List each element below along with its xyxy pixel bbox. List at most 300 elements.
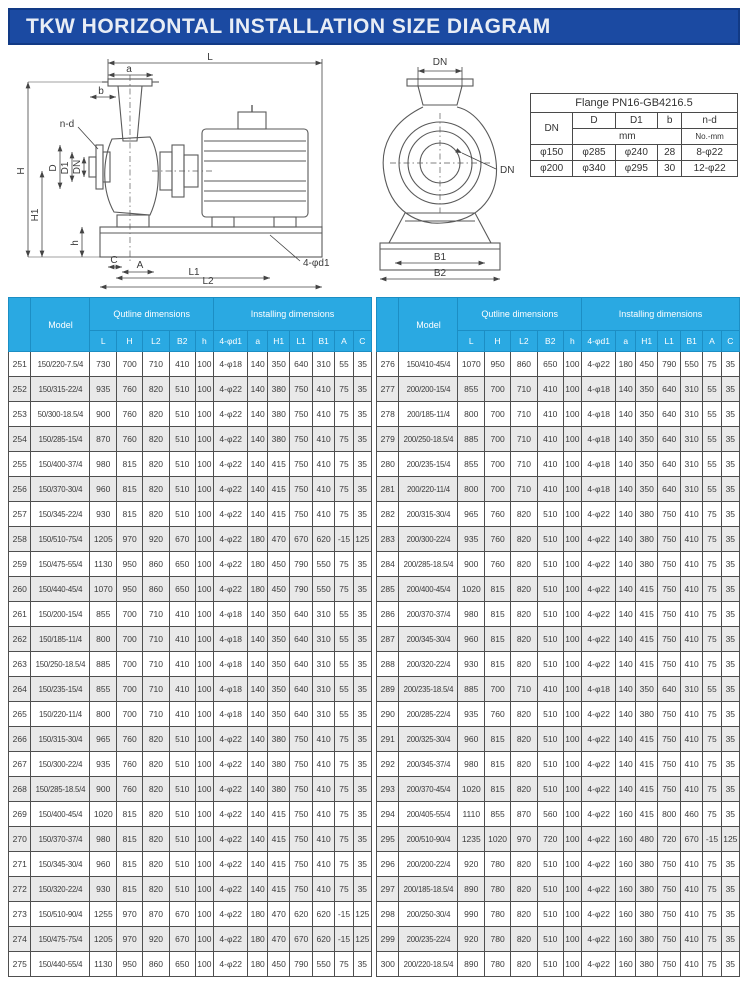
model-cell: 200/235-15/4 <box>399 452 458 477</box>
b1-cell: 410 <box>680 902 702 927</box>
row-no-cell: 268 <box>9 777 31 802</box>
l-cell: 980 <box>90 827 117 852</box>
col-header-A: A <box>703 331 721 352</box>
l2-cell: 820 <box>143 777 170 802</box>
model-cell: 200/370-37/4 <box>399 602 458 627</box>
d1-cell: 4-φ18 <box>581 427 615 452</box>
b2-cell: 670 <box>169 927 195 952</box>
table-row <box>377 727 740 752</box>
h1-cell: 415 <box>636 727 658 752</box>
d1-cell: 4-φ22 <box>581 552 615 577</box>
diagram-area <box>8 49 740 293</box>
b2-cell: 510 <box>169 752 195 777</box>
d1-cell: 4-φ22 <box>581 752 615 777</box>
a-cell: 140 <box>248 627 268 652</box>
a-cell: 140 <box>248 652 268 677</box>
c-cell: 125 <box>721 827 739 852</box>
flange-unit-mm: mm <box>573 129 682 145</box>
d1-cell: 4-φ22 <box>213 827 247 852</box>
l1-cell: 750 <box>290 727 312 752</box>
c-cell: 35 <box>721 527 739 552</box>
h1-cell: 350 <box>636 477 658 502</box>
h-cell: 970 <box>117 927 143 952</box>
l2-cell: 710 <box>143 677 170 702</box>
d1-cell: 4-φ18 <box>581 452 615 477</box>
h1-cell: 415 <box>636 777 658 802</box>
model-cell: 200/315-30/4 <box>399 502 458 527</box>
a-dim-cell: 75 <box>335 502 353 527</box>
h-cell: 815 <box>117 477 143 502</box>
table-row <box>377 602 740 627</box>
l-cell: 935 <box>90 752 117 777</box>
h-cell: 760 <box>117 752 143 777</box>
a-dim-cell: 75 <box>703 702 721 727</box>
d1-cell: 4-φ22 <box>213 852 247 877</box>
a-cell: 180 <box>616 352 636 377</box>
model-header: Model <box>399 298 458 352</box>
l1-cell: 720 <box>658 827 680 852</box>
h-small-cell: 100 <box>195 427 213 452</box>
b1-cell: 410 <box>312 852 334 877</box>
d1-cell: 4-φ22 <box>581 927 615 952</box>
c-cell: 35 <box>721 927 739 952</box>
row-no-cell: 274 <box>9 927 31 952</box>
b2-cell: 510 <box>169 477 195 502</box>
h-small-cell: 100 <box>195 827 213 852</box>
l1-cell: 640 <box>658 477 680 502</box>
h-small-cell: 100 <box>563 427 581 452</box>
a-cell: 140 <box>248 602 268 627</box>
row-no-cell: 288 <box>377 652 399 677</box>
dim-label-H: H <box>16 167 27 175</box>
a-cell: 160 <box>616 802 636 827</box>
c-cell: 35 <box>721 902 739 927</box>
model-cell: 150/370-30/4 <box>31 477 90 502</box>
h-cell: 700 <box>117 602 143 627</box>
h-small-cell: 100 <box>563 927 581 952</box>
h1-cell: 380 <box>636 927 658 952</box>
b1-cell: 410 <box>312 502 334 527</box>
b1-cell: 410 <box>680 877 702 902</box>
c-cell: 35 <box>353 577 371 602</box>
c-cell: 35 <box>353 802 371 827</box>
l-cell: 920 <box>458 927 485 952</box>
col-header-4-phi-d1: 4-φd1 <box>213 331 247 352</box>
col-header-C: C <box>353 331 371 352</box>
d1-cell: 4-φ22 <box>213 927 247 952</box>
b2-cell: 510 <box>537 527 563 552</box>
h-cell: 815 <box>485 727 511 752</box>
l1-cell: 790 <box>290 552 312 577</box>
h-small-cell: 100 <box>563 677 581 702</box>
d1-cell: 4-φ18 <box>581 402 615 427</box>
c-cell: 35 <box>353 427 371 452</box>
model-cell: 200/250-30/4 <box>399 902 458 927</box>
l-cell: 1110 <box>458 802 485 827</box>
b2-cell: 510 <box>537 502 563 527</box>
page-title: TKW HORIZONTAL INSTALLATION SIZE DIAGRAM <box>26 14 551 38</box>
h1-cell: 415 <box>636 752 658 777</box>
l1-cell: 750 <box>658 627 680 652</box>
h1-cell: 350 <box>268 702 290 727</box>
table-row <box>9 927 372 952</box>
model-cell: 150/410-45/4 <box>399 352 458 377</box>
h1-cell: 415 <box>636 652 658 677</box>
b1-cell: 550 <box>312 952 334 977</box>
a-dim-cell: 75 <box>335 427 353 452</box>
l2-cell: 820 <box>143 727 170 752</box>
row-no-cell: 266 <box>9 727 31 752</box>
h-cell: 970 <box>117 527 143 552</box>
h1-cell: 350 <box>636 377 658 402</box>
col-header-a: a <box>248 331 268 352</box>
row-no-header <box>9 298 31 352</box>
a-cell: 140 <box>616 752 636 777</box>
row-no-cell: 273 <box>9 902 31 927</box>
a-cell: 140 <box>616 527 636 552</box>
l-cell: 960 <box>458 627 485 652</box>
row-no-cell: 257 <box>9 502 31 527</box>
h-small-cell: 100 <box>195 602 213 627</box>
row-no-cell: 278 <box>377 402 399 427</box>
model-cell: 200/405-55/4 <box>399 802 458 827</box>
l2-cell: 710 <box>511 402 538 427</box>
a-cell: 140 <box>616 602 636 627</box>
l1-cell: 750 <box>290 777 312 802</box>
c-cell: 35 <box>721 502 739 527</box>
model-cell: 150/220-11/4 <box>31 702 90 727</box>
row-no-cell: 279 <box>377 427 399 452</box>
h-cell: 855 <box>485 802 511 827</box>
h1-cell: 380 <box>268 752 290 777</box>
a-dim-cell: 75 <box>335 952 353 977</box>
model-cell: 150/510-75/4 <box>31 527 90 552</box>
a-cell: 140 <box>616 702 636 727</box>
a-dim-cell: 75 <box>703 527 721 552</box>
c-cell: 35 <box>721 402 739 427</box>
flange-cell: φ340 <box>573 161 615 177</box>
a-dim-cell: 75 <box>703 752 721 777</box>
a-dim-cell: 75 <box>335 377 353 402</box>
l2-cell: 820 <box>511 577 538 602</box>
l-cell: 965 <box>90 727 117 752</box>
dim-label-DN: DN <box>72 159 83 175</box>
h-small-cell: 100 <box>195 377 213 402</box>
l1-cell: 640 <box>290 652 312 677</box>
h-small-cell: 100 <box>563 827 581 852</box>
a-dim-cell: 75 <box>335 852 353 877</box>
c-cell: 35 <box>721 452 739 477</box>
l2-cell: 820 <box>143 402 170 427</box>
table-row <box>377 627 740 652</box>
l-cell: 855 <box>458 377 485 402</box>
col-header-L2: L2 <box>143 331 170 352</box>
model-cell: 150/440-45/4 <box>31 577 90 602</box>
h1-cell: 450 <box>268 577 290 602</box>
h1-cell: 480 <box>636 827 658 852</box>
row-no-cell: 297 <box>377 877 399 902</box>
table-row <box>9 952 372 977</box>
d1-cell: 4-φ18 <box>213 602 247 627</box>
l1-cell: 790 <box>290 952 312 977</box>
a-cell: 180 <box>248 927 268 952</box>
flange-row <box>531 161 738 177</box>
l1-cell: 750 <box>658 502 680 527</box>
row-no-cell: 261 <box>9 602 31 627</box>
l-cell: 885 <box>458 677 485 702</box>
table-row <box>377 477 740 502</box>
table-row <box>9 452 372 477</box>
row-no-cell: 296 <box>377 852 399 877</box>
a-cell: 140 <box>616 377 636 402</box>
a-cell: 140 <box>248 877 268 902</box>
col-header-h: h <box>563 331 581 352</box>
h-small-cell: 100 <box>563 377 581 402</box>
a-cell: 140 <box>248 802 268 827</box>
a-cell: 160 <box>616 902 636 927</box>
l1-cell: 640 <box>658 377 680 402</box>
h-cell: 760 <box>117 727 143 752</box>
b1-cell: 410 <box>680 927 702 952</box>
l1-cell: 750 <box>290 827 312 852</box>
c-cell: 35 <box>721 802 739 827</box>
a-cell: 160 <box>616 827 636 852</box>
row-no-cell: 256 <box>9 477 31 502</box>
l2-cell: 820 <box>143 827 170 852</box>
a-cell: 140 <box>248 777 268 802</box>
dim-label-B2: B2 <box>433 268 447 279</box>
row-no-cell: 277 <box>377 377 399 402</box>
table-row <box>9 652 372 677</box>
h-small-cell: 100 <box>563 577 581 602</box>
a-dim-cell: 75 <box>703 902 721 927</box>
row-no-cell: 281 <box>377 477 399 502</box>
row-no-cell: 269 <box>9 802 31 827</box>
h-small-cell: 100 <box>563 802 581 827</box>
model-cell: 200/220-18.5/4 <box>399 952 458 977</box>
c-cell: 35 <box>721 777 739 802</box>
l1-cell: 640 <box>658 452 680 477</box>
b2-cell: 650 <box>169 952 195 977</box>
a-cell: 140 <box>248 727 268 752</box>
h-small-cell: 100 <box>563 852 581 877</box>
h-small-cell: 100 <box>195 727 213 752</box>
c-cell: 35 <box>353 377 371 402</box>
h1-cell: 415 <box>268 802 290 827</box>
a-dim-cell: -15 <box>335 902 353 927</box>
d1-cell: 4-φ22 <box>213 952 247 977</box>
pump-side-view-diagram <box>12 49 348 293</box>
table-row <box>377 352 740 377</box>
model-cell: 200/185-18.5/4 <box>399 877 458 902</box>
a-cell: 140 <box>248 502 268 527</box>
a-dim-cell: 75 <box>703 927 721 952</box>
l1-cell: 790 <box>290 577 312 602</box>
a-dim-cell: 75 <box>703 652 721 677</box>
a-dim-cell: 55 <box>703 402 721 427</box>
l1-cell: 640 <box>658 427 680 452</box>
model-cell: 200/510-90/4 <box>399 827 458 852</box>
a-cell: 140 <box>248 427 268 452</box>
b2-cell: 510 <box>169 727 195 752</box>
c-cell: 35 <box>353 477 371 502</box>
l1-cell: 750 <box>658 777 680 802</box>
row-no-cell: 259 <box>9 552 31 577</box>
l2-cell: 820 <box>511 702 538 727</box>
l2-cell: 710 <box>511 427 538 452</box>
h-cell: 700 <box>117 652 143 677</box>
h1-cell: 415 <box>636 602 658 627</box>
h1-cell: 380 <box>636 852 658 877</box>
d1-cell: 4-φ22 <box>581 952 615 977</box>
a-cell: 140 <box>616 577 636 602</box>
c-cell: 35 <box>721 477 739 502</box>
b2-cell: 410 <box>169 627 195 652</box>
h-cell: 780 <box>485 877 511 902</box>
flange-col-b: b <box>658 113 682 129</box>
h-small-cell: 100 <box>563 752 581 777</box>
a-dim-cell: 75 <box>335 552 353 577</box>
l2-cell: 820 <box>143 877 170 902</box>
h1-cell: 470 <box>268 527 290 552</box>
a-dim-cell: 75 <box>703 777 721 802</box>
h-cell: 815 <box>485 752 511 777</box>
l-cell: 930 <box>90 502 117 527</box>
b2-cell: 510 <box>537 902 563 927</box>
h-cell: 815 <box>117 877 143 902</box>
row-no-cell: 295 <box>377 827 399 852</box>
model-cell: 150/300-22/4 <box>31 752 90 777</box>
l2-cell: 820 <box>511 877 538 902</box>
h-small-cell: 100 <box>195 402 213 427</box>
l2-cell: 920 <box>143 927 170 952</box>
l1-cell: 640 <box>290 602 312 627</box>
b2-cell: 510 <box>169 827 195 852</box>
l-cell: 1235 <box>458 827 485 852</box>
l1-cell: 790 <box>658 352 680 377</box>
h-cell: 700 <box>117 677 143 702</box>
dim-label-B1: B1 <box>433 252 447 263</box>
table-row <box>9 827 372 852</box>
row-no-cell: 287 <box>377 627 399 652</box>
h1-cell: 350 <box>636 452 658 477</box>
flange-col-nd: n-d <box>682 113 738 129</box>
table-row <box>9 477 372 502</box>
h1-cell: 450 <box>636 352 658 377</box>
flange-col-d1: D1 <box>615 113 657 129</box>
h1-cell: 350 <box>268 652 290 677</box>
h1-cell: 415 <box>268 452 290 477</box>
d1-cell: 4-φ22 <box>213 502 247 527</box>
l1-cell: 750 <box>290 427 312 452</box>
h1-cell: 470 <box>268 927 290 952</box>
table-row <box>9 552 372 577</box>
c-cell: 35 <box>353 602 371 627</box>
l2-cell: 710 <box>511 477 538 502</box>
a-cell: 140 <box>616 552 636 577</box>
d1-cell: 4-φ18 <box>581 377 615 402</box>
l-cell: 960 <box>90 852 117 877</box>
l-cell: 930 <box>458 652 485 677</box>
table-row <box>9 427 372 452</box>
l2-cell: 710 <box>143 652 170 677</box>
dim-label-h: h <box>70 240 81 246</box>
d1-cell: 4-φ22 <box>213 877 247 902</box>
row-no-cell: 298 <box>377 902 399 927</box>
h-cell: 760 <box>485 502 511 527</box>
model-cell: 150/320-22/4 <box>31 877 90 902</box>
installing-group-header: Installing dimensions <box>213 298 371 331</box>
b2-cell: 510 <box>537 852 563 877</box>
table-row <box>9 852 372 877</box>
model-cell: 150/285-15/4 <box>31 427 90 452</box>
model-cell: 200/370-45/4 <box>399 777 458 802</box>
b1-cell: 410 <box>680 602 702 627</box>
col-header-C: C <box>721 331 739 352</box>
l-cell: 730 <box>90 352 117 377</box>
l1-cell: 750 <box>658 602 680 627</box>
a-dim-cell: 55 <box>703 377 721 402</box>
col-header-A: A <box>335 331 353 352</box>
d1-cell: 4-φ18 <box>581 477 615 502</box>
b2-cell: 410 <box>537 477 563 502</box>
d1-cell: 4-φ22 <box>581 852 615 877</box>
b2-cell: 410 <box>537 427 563 452</box>
dim-label-4-phi-d1: 4-φd1 <box>303 258 330 269</box>
h-cell: 700 <box>117 352 143 377</box>
l-cell: 1070 <box>90 577 117 602</box>
table-row <box>377 427 740 452</box>
b1-cell: 310 <box>312 702 334 727</box>
d1-cell: 4-φ22 <box>213 777 247 802</box>
table-row <box>377 827 740 852</box>
flange-cell: φ295 <box>615 161 657 177</box>
b2-cell: 510 <box>537 702 563 727</box>
l1-cell: 640 <box>290 677 312 702</box>
h-cell: 700 <box>485 477 511 502</box>
b1-cell: 410 <box>680 952 702 977</box>
model-cell: 200/345-37/4 <box>399 752 458 777</box>
a-cell: 180 <box>248 952 268 977</box>
a-cell: 160 <box>616 927 636 952</box>
l1-cell: 640 <box>658 402 680 427</box>
b1-cell: 460 <box>680 802 702 827</box>
installing-group-header: Installing dimensions <box>581 298 739 331</box>
a-dim-cell: -15 <box>335 527 353 552</box>
l-cell: 935 <box>458 527 485 552</box>
a-dim-cell: 75 <box>703 577 721 602</box>
flange-cell: φ200 <box>531 161 573 177</box>
a-cell: 140 <box>248 827 268 852</box>
col-header-L: L <box>90 331 117 352</box>
l1-cell: 750 <box>658 877 680 902</box>
a-cell: 140 <box>616 727 636 752</box>
b1-cell: 410 <box>312 402 334 427</box>
a-dim-cell: 55 <box>335 652 353 677</box>
h1-cell: 380 <box>268 727 290 752</box>
a-dim-cell: 55 <box>703 477 721 502</box>
l1-cell: 750 <box>290 802 312 827</box>
a-cell: 160 <box>616 877 636 902</box>
c-cell: 35 <box>721 752 739 777</box>
c-cell: 35 <box>353 777 371 802</box>
h1-cell: 380 <box>268 777 290 802</box>
c-cell: 35 <box>721 352 739 377</box>
h-small-cell: 100 <box>195 877 213 902</box>
h-small-cell: 100 <box>195 702 213 727</box>
table-row <box>9 702 372 727</box>
l1-cell: 750 <box>290 377 312 402</box>
